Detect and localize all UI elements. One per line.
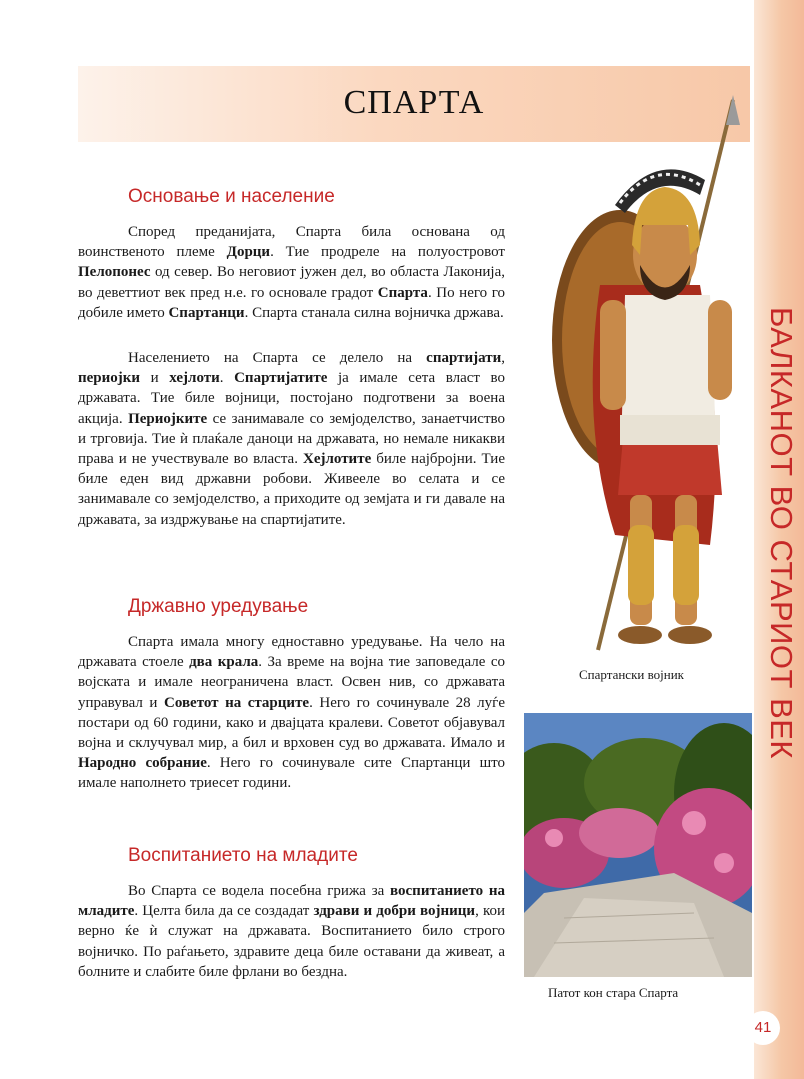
bold-term: здрави и добри војници — [313, 903, 476, 920]
text-run: . — [219, 370, 235, 387]
page-number: 41 — [746, 1011, 780, 1045]
section-heading-education: Воспитанието на младите — [128, 845, 358, 866]
text-run: . За време на војна тие заповедале со војската и имале неограничена власт. Освен нив, со државата управувал и — [78, 654, 505, 711]
bold-term: Спартанци — [168, 304, 245, 321]
text-run: Во Спарта се водела посебна грижа за — [128, 883, 391, 899]
bold-term: Советот на старците — [163, 694, 310, 711]
text-run: . Целта била да се создадат — [134, 903, 314, 920]
paragraph-government — [78, 632, 505, 794]
chapter-side-title: БАЛКАНОТ ВО СТАРИОТ ВЕК — [764, 307, 799, 759]
bold-term: спартијати — [426, 350, 502, 366]
text-run: Според преданијата, Спарта била основана од воинственото племе — [78, 224, 505, 261]
text-run: . Спарта станала силна воjничка држава. — [244, 304, 504, 321]
bold-term: Пелопонес — [78, 264, 151, 281]
bold-term: воспитанието на младите — [78, 883, 505, 920]
text-run: Населението на Спарта се делело на — [128, 350, 427, 366]
paragraph-population — [78, 348, 505, 530]
text-run: од север. Во неговиот јужен дел, во областа Лаконија, во деветтиот век пред н.е. го основале градот — [78, 264, 505, 301]
soldier-caption: Спартански војник — [579, 667, 684, 682]
bold-term: Спарта — [377, 284, 428, 301]
bold-term: Дорци — [226, 244, 271, 261]
text-run: и — [140, 370, 170, 387]
bold-term: два крала — [189, 654, 259, 671]
bold-term: хејлоти — [169, 370, 220, 387]
path-caption: Патот кон стара Спарта — [548, 985, 679, 1000]
spartan-soldier-illustration — [540, 95, 750, 655]
text-run: , — [501, 350, 505, 366]
text-run: . По него го добиле името — [78, 284, 506, 321]
section-heading-founding: Основање и население — [128, 186, 335, 207]
bold-term: Периојките — [128, 410, 208, 427]
text-run: , кои верно ќе ѝ служат на државата. Воспитанието било строго воjничко. По раѓањето, здравите деца биле оставани да живеат, а болните и слабите биле фрлани во бездна. — [78, 903, 505, 980]
bold-term: Хејлотите — [302, 451, 372, 468]
text-run: . Тие продреле на полуостровот — [270, 244, 505, 261]
text-run: Спарта имала многу едноставно уредување. На чело на државата стоеле — [78, 634, 505, 671]
paragraph-founding — [78, 222, 505, 323]
text-run: . Него го сочинувале сите Спартанци што имале наполнето триесет години. — [78, 755, 505, 792]
paragraph-education — [78, 881, 505, 982]
bold-term: Народно собрание — [78, 755, 207, 772]
text-run: биле најбројни. Тие биле еден вид државни робови. Живееле во селата и се занимавале со земјоделство, а приходите од земјата и ги давале на државата, за издржување на спартијатите. — [78, 451, 505, 528]
path-photo — [524, 713, 752, 977]
bold-term: периојки — [78, 370, 141, 387]
page-title: СПАРТА — [343, 84, 485, 121]
text-run: ја имале сета власт во државата. Тие биле војници, постојано подготвени за воена акција. — [78, 370, 506, 427]
section-heading-government: Државно уредување — [128, 596, 309, 617]
bold-term: Спартијатите — [234, 370, 328, 387]
text-run: се занимавале со земјоделство, занаетчиство и трговија. Тие ѝ плаќале даноци на државата, но немале никакви права и не учествувале во власта. — [78, 410, 506, 468]
text-run: . Него го сочинувале 28 луѓе постари од 60 години, како и двајцата кралеви. Советот објавувал војна и склучувал мир, а бил и врховен суд во државата. Имало и — [78, 694, 505, 752]
